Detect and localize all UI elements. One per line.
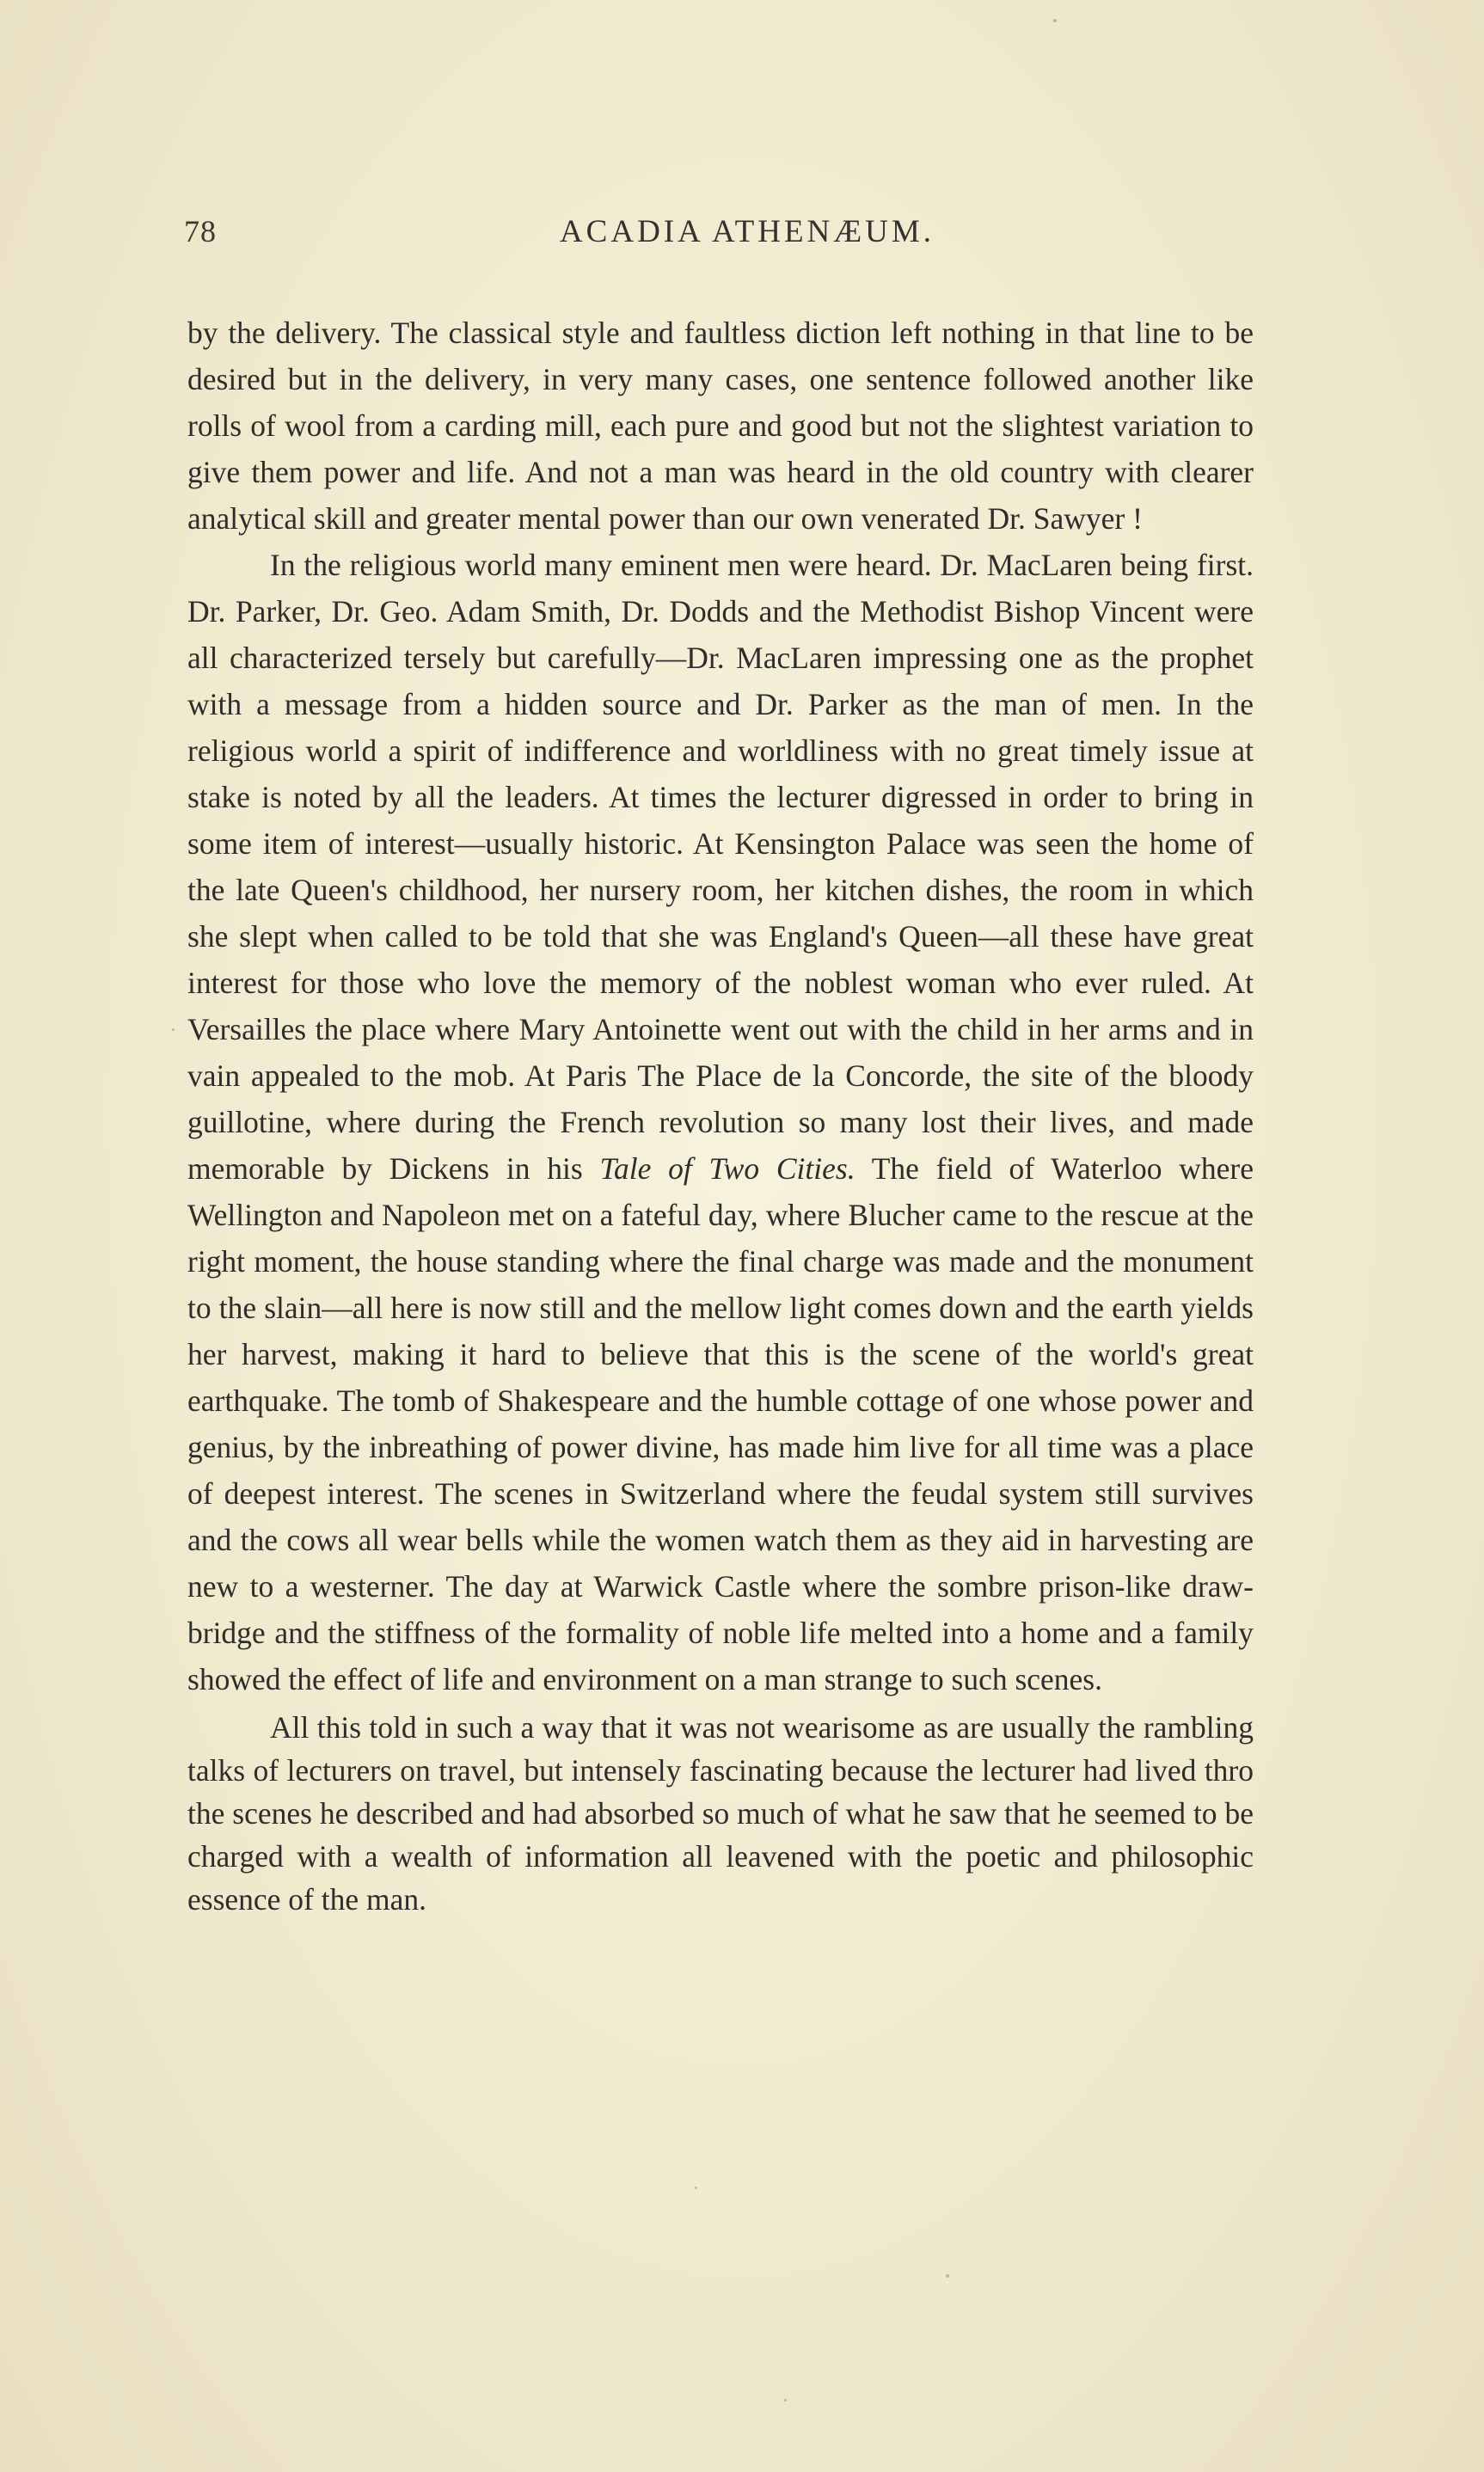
paper-speck [784, 2399, 787, 2401]
paragraph-text: The field of Waterloo where Wellington and Napoleon met on a fateful day, where Blucher came to the rescue at the right moment, the house standing where the final charge was made and the monument to the slain—all here is now still and the mellow light comes down and the earth yields her harvest, making it hard to believe that this is the scene of the world's great earthquake. The tomb of Shakespeare and the humble cottage of one whose power and genius, by the inbreathing of power divine, has made him live for all time was a place of deepest interest. The scenes in Switzerland where the feudal system still survives and the cows all wear bells while the women watch them as they aid in harvesting are new to a westerner. The day at Warwick Castle where the sombre prison-like draw-bridge and the stiffness of the formality of noble life melted into a home and a family showed the effect of life and environment on a man strange to such scenes. [187, 1151, 1254, 1696]
paragraph-2 [187, 542, 1254, 1702]
paper-speck [1053, 19, 1057, 22]
paragraph-3 [187, 1706, 1254, 1921]
paper-speck [695, 2187, 697, 2189]
article-body [187, 310, 1254, 1921]
paragraph-text: by the delivery. The classical style and faultless diction left nothing in that line to be desired but in the delivery, in very many cases, one sentence followed another like rolls of wool from a carding mill, each pure and good but not the slightest variation to give them power and life. And not a man was heard in the old country with clearer analytical skill and greater mental power than our own venerated Dr. Sawyer ! [187, 316, 1254, 536]
page-number: 78 [184, 214, 217, 248]
paragraph-text: All this told in such a way that it was not wearisome as are usually the rambling talks of lecturers on travel, but intensely fascinating because the lecturer had lived thro the scenes he described and had absorbed so much of what he saw that he seemed to be charged with a wealth of information all leavened with the poetic and philosophic essence of the man. [187, 1710, 1254, 1917]
paper-speck [172, 1028, 175, 1031]
paper-speck [946, 2274, 949, 2278]
page-header [184, 213, 1310, 265]
paragraph-text: In the religious world many eminent men were heard. Dr. MacLaren being first. Dr. Parker, Dr. Geo. Adam Smith, Dr. Dodds and the Methodist Bishop Vincent were all characterized tersely but carefully—Dr. MacLaren impressing one as the prophet with a message from a hidden source and Dr. Parker as the man of men. In the religious world a spirit of indifference and worldliness with no great timely issue at stake is noted by all the leaders. At times the lecturer digressed in order to bring in some item of interest—usually historic. At Kensington Palace was seen the home of the late Queen's childhood, her nursery room, her kitchen dishes, the room in which she slept when called to be told that she was England's Queen—all these have great interest for those who love the memory of the noblest woman who ever ruled. At Versailles the place where Mary Antoinette went out with the child in her arms and in vain appealed to the mob. At Paris The Place de la Concorde, the site of the bloody guillotine, where during the French revolution so many lost their lives, and made memorable by Dickens in his [187, 548, 1254, 1186]
paragraph-1 [187, 310, 1254, 542]
running-head: ACADIA ATHENÆUM. [559, 214, 935, 249]
book-title: Tale of Two Cities. [599, 1151, 855, 1186]
